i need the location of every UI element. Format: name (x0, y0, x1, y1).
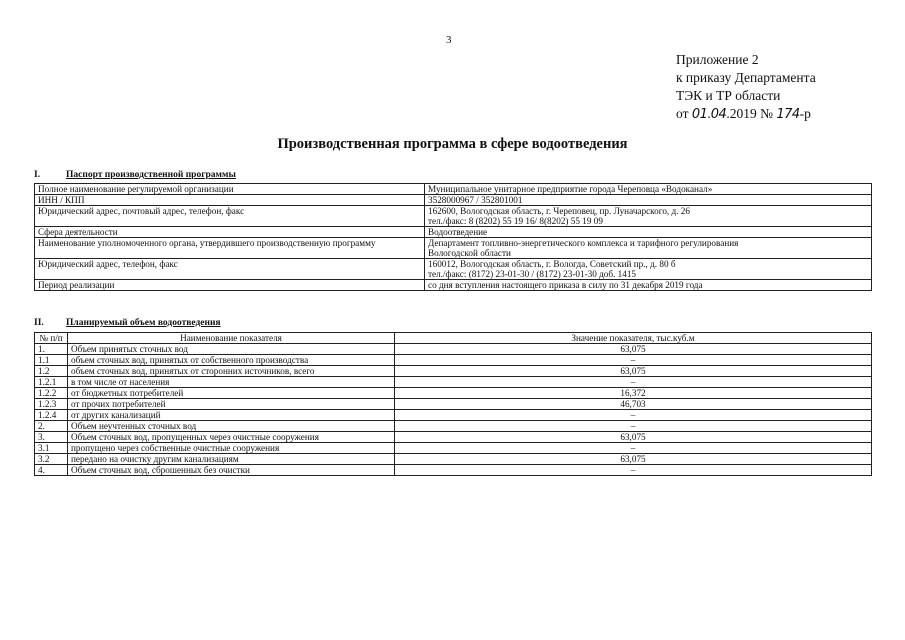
row-value: 63,075 (395, 432, 872, 443)
row-value: 46,703 (395, 399, 872, 410)
passport-value (425, 227, 872, 238)
passport-value (425, 238, 872, 259)
volume-row (35, 355, 872, 366)
row-value: – (395, 465, 872, 476)
passport-label: Сфера деятельности (35, 227, 425, 238)
order-suffix: -р (799, 106, 811, 121)
passport-row (35, 280, 872, 291)
row-value: – (395, 355, 872, 366)
row-indicator-name: объем сточных вод, принятых от собственного производства (68, 355, 395, 366)
volume-row (35, 454, 872, 465)
handwritten-order-number: 174 (776, 107, 800, 122)
page-number: 3 (446, 34, 452, 46)
row-number: 2. (35, 421, 68, 432)
row-indicator-name: от прочих потребителей (68, 399, 395, 410)
row-value: – (395, 410, 872, 421)
section-1-heading (34, 170, 236, 180)
row-indicator-name: в том числе от населения (68, 377, 395, 388)
row-number: 3.2 (35, 454, 68, 465)
appendix-line-3: ТЭК и ТР области (676, 88, 781, 103)
passport-value-line: 160012, Вологодская область, г. Вологда, Советский пр., д. 80 б (428, 259, 676, 269)
passport-value (425, 259, 872, 280)
handwritten-month: 04 (710, 107, 727, 122)
row-value: – (395, 443, 872, 454)
row-number: 1.2.1 (35, 377, 68, 388)
passport-row (35, 184, 872, 195)
row-indicator-name: пропущено через собственные очистные сооружения (68, 443, 395, 454)
handwritten-day: 01 (691, 107, 708, 122)
row-indicator-name: Объем сточных вод, пропущенных через очистные сооружения (68, 432, 395, 443)
row-indicator-name: от других канализаций (68, 410, 395, 421)
row-number: 1. (35, 344, 68, 355)
row-indicator-name: от бюджетных потребителей (68, 388, 395, 399)
volume-row (35, 344, 872, 355)
row-indicator-name: передано на очистку другим канализациям (68, 454, 395, 465)
passport-row (35, 238, 872, 259)
volume-row (35, 443, 872, 454)
volume-row (35, 366, 872, 377)
passport-label: Наименование уполномоченного органа, утвердившего производственную программу (35, 238, 425, 259)
passport-value-line: 162600, Вологодская область, г. Череповец, пр. Луначарского, д. 26 (428, 206, 690, 216)
volume-row (35, 377, 872, 388)
row-number: 1.2.3 (35, 399, 68, 410)
volume-row (35, 399, 872, 410)
passport-row (35, 259, 872, 280)
section-2-heading (34, 318, 221, 328)
volume-row (35, 421, 872, 432)
passport-label: Юридический адрес, телефон, факс (35, 259, 425, 280)
row-indicator-name: Объем неучтенных сточных вод (68, 421, 395, 432)
document-title: Производственная программа в сфере водоотведения (277, 136, 628, 152)
passport-value-line: тел./факс: 8 (8202) 55 19 16/ 8(8202) 55 19 09 (428, 216, 603, 226)
column-name: Наименование показателя (68, 333, 395, 344)
passport-label: Полное наименование регулируемой организации (35, 184, 425, 195)
passport-value (425, 280, 872, 291)
appendix-date-line (676, 105, 816, 124)
row-number: 1.2.4 (35, 410, 68, 421)
row-value: 16,372 (395, 388, 872, 399)
volume-row (35, 388, 872, 399)
section-1-title: Паспорт производственной программы (66, 170, 236, 180)
passport-value (425, 195, 872, 206)
passport-row (35, 195, 872, 206)
section-2-title: Планируемый объем водоотведения (66, 318, 221, 328)
passport-value (425, 206, 872, 227)
appendix-block (676, 51, 816, 124)
row-indicator-name: Объем сточных вод, сброшенных без очистки (68, 465, 395, 476)
date-separator: . (707, 106, 711, 121)
passport-value-line: Вологодской области (428, 248, 511, 258)
passport-value-line: со дня вступления настоящего приказа в силу по 31 декабря 2019 года (428, 280, 703, 290)
passport-label: Юридический адрес, почтовый адрес, телефон, факс (35, 206, 425, 227)
passport-value-line: Департамент топливно-энергетического комплекса и тарифного регулирования (428, 238, 739, 248)
row-indicator-name: Объем принятых сточных вод (68, 344, 395, 355)
passport-value-line: 3528000967 / 352801001 (428, 195, 523, 205)
row-number: 4. (35, 465, 68, 476)
row-number: 1.2.2 (35, 388, 68, 399)
passport-value-line: Муниципальное унитарное предприятие города Череповца «Водоканал» (428, 184, 713, 194)
volume-row (35, 432, 872, 443)
row-value: – (395, 421, 872, 432)
row-value: 63,075 (395, 454, 872, 465)
volume-row (35, 465, 872, 476)
volume-table-header (35, 333, 872, 344)
date-prefix: от (676, 106, 692, 121)
column-number: № п/п (35, 333, 68, 344)
column-value: Значение показателя, тыс.куб.м (395, 333, 872, 344)
passport-table (34, 183, 872, 291)
appendix-line-2: к приказу Департамента (676, 70, 816, 85)
appendix-line-1: Приложение 2 (676, 52, 759, 67)
volume-row (35, 410, 872, 421)
passport-label: ИНН / КПП (35, 195, 425, 206)
row-value: 63,075 (395, 344, 872, 355)
passport-label: Период реализации (35, 280, 425, 291)
row-number: 3. (35, 432, 68, 443)
passport-value-line: тел./факс: (8172) 23-01-30 / (8172) 23-01-30 доб. 1415 (428, 269, 637, 279)
section-1-number: I. (34, 170, 41, 180)
date-year: .2019 № (726, 106, 777, 121)
passport-row (35, 227, 872, 238)
passport-row (35, 206, 872, 227)
row-value: – (395, 377, 872, 388)
passport-value-line: Водоотведение (428, 227, 488, 237)
row-value: 63,075 (395, 366, 872, 377)
row-number: 1.1 (35, 355, 68, 366)
row-number: 1.2 (35, 366, 68, 377)
row-indicator-name: объем сточных вод, принятых от сторонних источников, всего (68, 366, 395, 377)
passport-value (425, 184, 872, 195)
row-number: 3.1 (35, 443, 68, 454)
section-2-number: II. (34, 318, 44, 328)
volume-table (34, 332, 872, 476)
